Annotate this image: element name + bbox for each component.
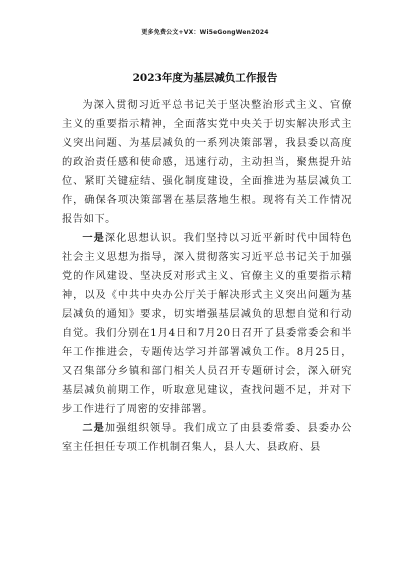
section-paragraph-2 — [62, 419, 352, 457]
document-title: 2023年度为基层减负工作报告 — [132, 72, 278, 84]
paragraph-text: 加强组织领导。我们成立了由县委常委、县委办公室主任担任专项工作机制召集人，县人大、县政府、县 — [62, 423, 353, 453]
paragraph-text: 深化思想认识。我们坚持以习近平新时代中国特色社会主义思想为指导，深入贯彻落实习近平总书记关于加强党的作风建设、坚决反对形式主义、官僚主义的重要指示精神，以及《中共中央办公厅关于解决形式主义突出问题为基层减负的通知》要求，切实增强基层减负的思想自觉和行动自觉。我们分别在1月4日和7月20日召开了县委常委会和半年工作推进会，专题传达学习并部署减负工作。8月25日，又召集部分乡镇和部门相关人员召开专题研讨会，深入研究基层减负前期工作，听取意见建议，查找问题不足，并对下步工作进行了周密的安排部署。 — [62, 233, 353, 415]
section-paragraph-1 — [62, 229, 352, 419]
paragraph-lead: 一是 — [82, 232, 105, 244]
document-body — [62, 96, 352, 457]
paragraph-lead: 二是 — [82, 422, 105, 434]
watermark-header: 更多免费公文+VX：Wi5eGongWen2024 — [141, 29, 269, 36]
paragraph-text: 为深入贯彻习近平总书记关于坚决整治形式主义、官僚主义的重要指示精神，全面落实党中央关于切实解决形式主义突出问题、为基层减负的一系列决策部署，我县委以高度的政治责任感和使命感，迅速行动，主动担当，聚焦提升站位、紧盯关键症结、强化制度建设，全面推进为基层减负工作，确保各项决策部署在基层落地生根。现将有关工作情况报告如下。 — [62, 100, 352, 225]
intro-paragraph — [62, 96, 352, 229]
